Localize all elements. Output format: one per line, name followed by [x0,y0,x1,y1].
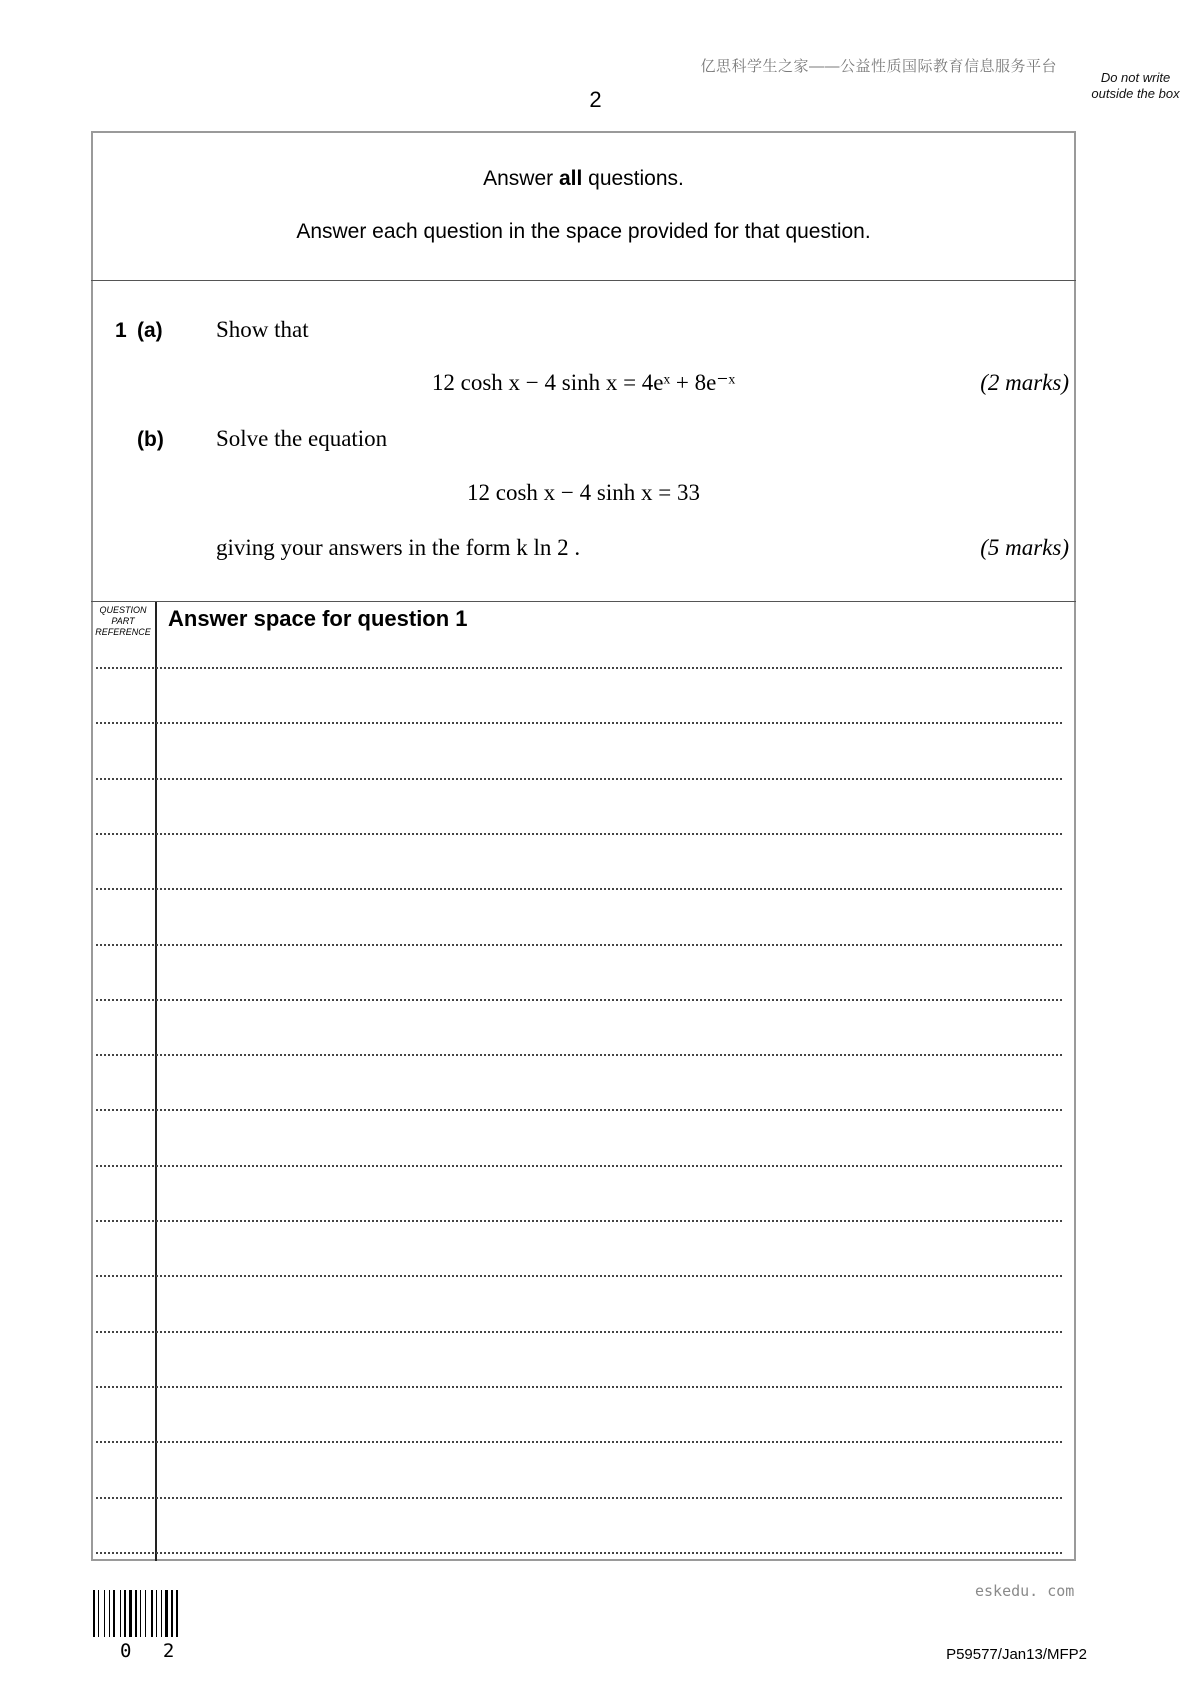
barcode-bar [122,1590,123,1637]
answer-line[interactable] [96,1275,1062,1277]
answer-line[interactable] [96,1331,1062,1333]
instruction-line-2: Answer each question in the space provided for that question. [296,220,871,243]
barcode-bar [171,1590,173,1637]
barcode-bar [151,1590,153,1637]
barcode-bar [113,1590,115,1637]
answer-line[interactable] [96,1054,1062,1056]
barcode-bar [165,1590,168,1637]
barcode-bar [176,1590,178,1637]
part-b-marks: (5 marks) [980,535,1069,560]
question-number: 1 [115,319,127,342]
answer-line[interactable] [96,888,1062,890]
barcode-bar [161,1590,162,1637]
answer-line[interactable] [96,1552,1062,1554]
barcode-bar [158,1590,160,1637]
answer-line[interactable] [96,833,1062,835]
part-b-equation: 12 cosh x − 4 sinh x = 33 [467,480,700,505]
answer-line[interactable] [96,1386,1062,1388]
barcode-bar [135,1590,137,1637]
page-number: 2 [589,87,602,112]
barcode-bar [100,1590,103,1637]
divider [91,601,1076,602]
barcode-bar [127,1590,128,1637]
answer-space-title: Answer space for question 1 [168,606,468,631]
answer-line[interactable] [96,1497,1062,1499]
barcode-bar [98,1590,99,1637]
divider [91,280,1076,281]
part-b-label: (b) [137,428,164,451]
part-b-prompt: Solve the equation [216,426,388,451]
barcode-bar [174,1590,175,1637]
part-b-answer-form: giving your answers in the form k ln 2 . [216,535,581,560]
part-a-label: (a) [137,319,163,342]
barcode-bar [133,1590,134,1637]
barcode-bar [124,1590,126,1637]
reference-column-divider [155,602,157,1561]
barcode-bar [120,1590,121,1637]
barcode-bar [129,1590,132,1637]
barcode-bar [138,1590,139,1637]
header-watermark: 亿思科学生之家——公益性质国际教育信息服务平台 [700,58,1057,75]
barcode-bar [140,1590,141,1637]
instruction-line-1: Answer all questions. [483,167,684,190]
answer-line[interactable] [96,778,1062,780]
answer-line[interactable] [96,1220,1062,1222]
barcode-bar [116,1590,119,1637]
answer-line[interactable] [96,944,1062,946]
instruction-emphasis: all [558,167,583,190]
answer-box-frame [91,131,1076,1561]
barcode-bar [154,1590,155,1637]
answer-line[interactable] [96,1109,1062,1111]
question-part-reference-label: QUESTION PART REFERENCE [95,605,151,637]
barcode-digits: 0 2 [120,1640,185,1662]
answer-line[interactable] [96,1165,1062,1167]
barcode-bar [142,1590,144,1637]
barcode-bar [145,1590,146,1637]
barcode [93,1590,193,1637]
part-a-marks: (2 marks) [980,370,1069,395]
part-a-prompt: Show that [216,317,309,342]
barcode-bar [93,1590,95,1637]
barcode-bar [106,1590,108,1637]
answer-line[interactable] [96,999,1062,1001]
margin-note: Do not write outside the box [1091,70,1180,101]
barcode-bar [163,1590,164,1637]
barcode-bar [169,1590,170,1637]
paper-reference-code: P59577/Jan13/MFP2 [946,1646,1087,1663]
barcode-bar [109,1590,110,1637]
barcode-bar [156,1590,157,1637]
barcode-bar [96,1590,97,1637]
barcode-bar [147,1590,150,1637]
barcode-bar [104,1590,105,1637]
answer-line[interactable] [96,1441,1062,1443]
part-a-equation: 12 cosh x − 4 sinh x = 4eˣ + 8e⁻ˣ [431,370,736,395]
barcode-bar [111,1590,112,1637]
answer-line[interactable] [96,667,1062,669]
footer-watermark: eskedu. com [975,1582,1075,1600]
answer-line[interactable] [96,722,1062,724]
